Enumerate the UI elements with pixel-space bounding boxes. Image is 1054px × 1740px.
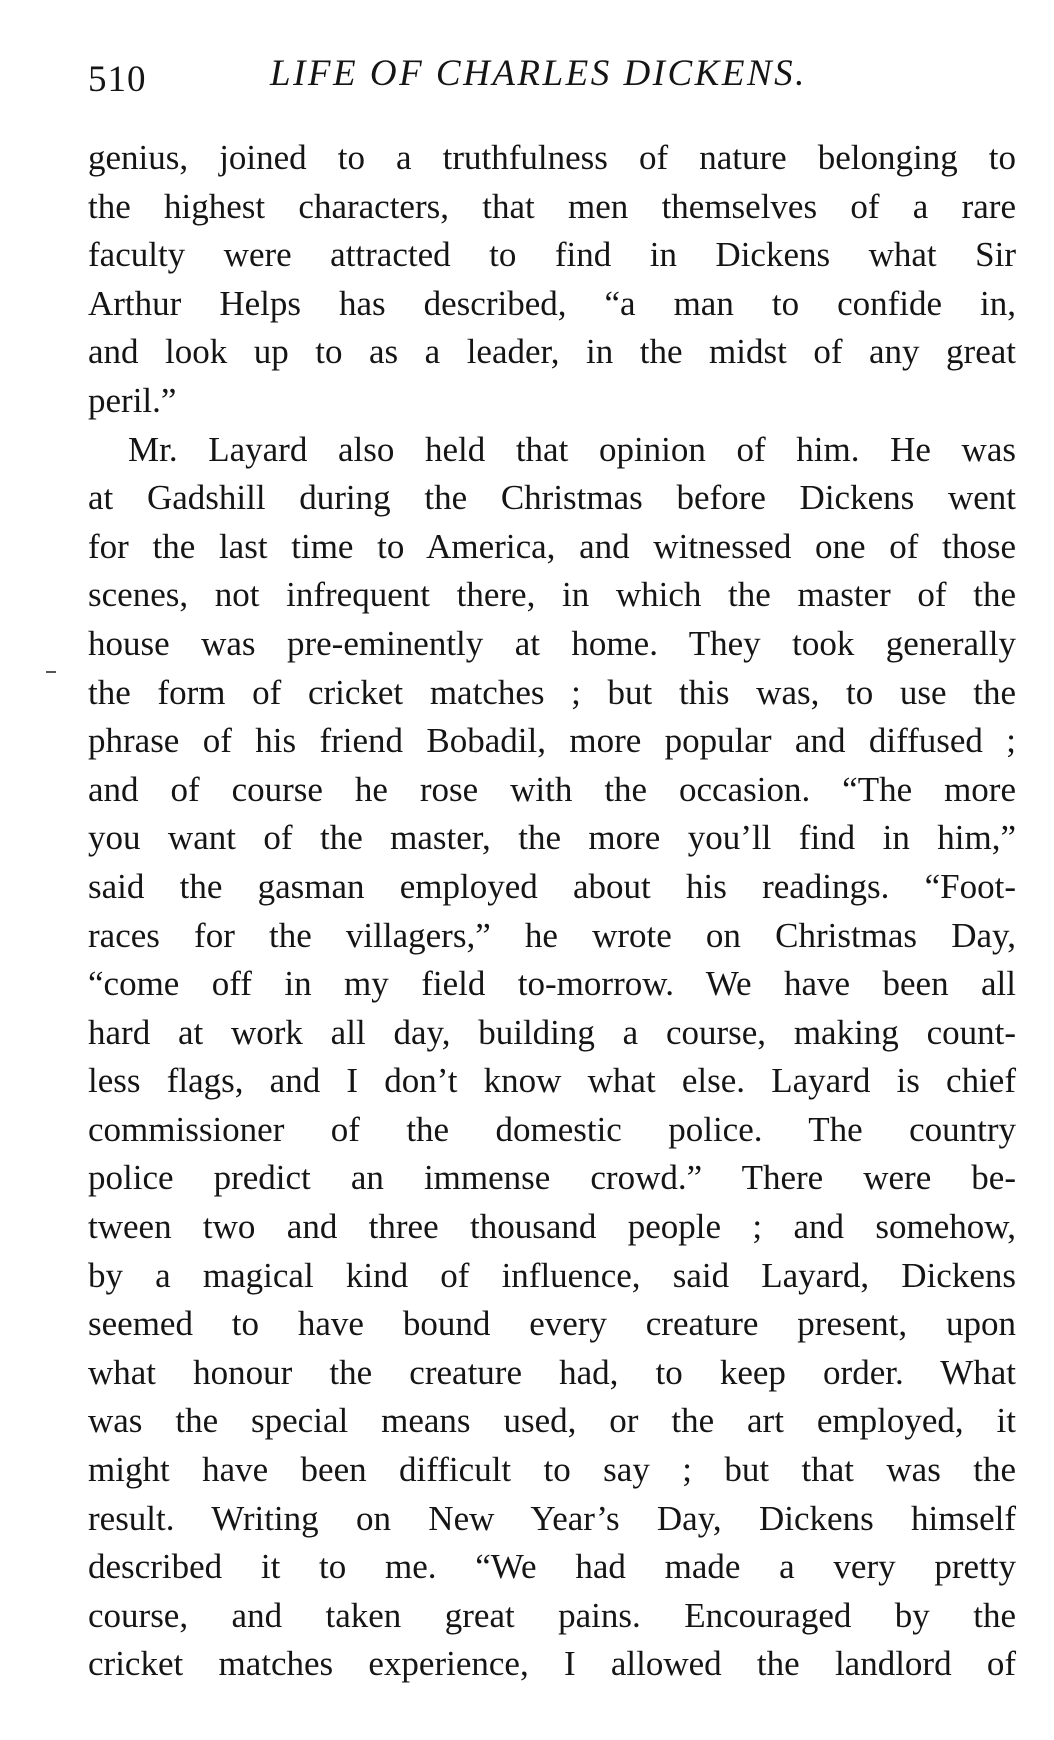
- text-line: hard at work all day, building a course, making count-: [88, 1012, 1016, 1052]
- text-line: result. Writing on New Year’s Day, Dickens himself: [88, 1498, 1016, 1538]
- text-line: faculty were attracted to find in Dickens what Sir: [88, 235, 1016, 275]
- text-line: cricket matches experience, I allowed the landlord of: [88, 1644, 1016, 1684]
- text-line: house was pre-eminently at home. They took generally: [88, 623, 1016, 663]
- text-line: “come off in my field to-morrow. We have been all: [88, 964, 1016, 1004]
- text-line: seemed to have bound every creature present, upon: [88, 1304, 1016, 1344]
- text-line: course, and taken great pains. Encouraged by the: [88, 1595, 1016, 1635]
- text-line: and look up to as a leader, in the midst of any great: [88, 332, 1016, 372]
- page-number: 510: [88, 59, 147, 100]
- text-line: you want of the master, the more you’ll find in him,”: [88, 818, 1016, 858]
- text-line: scenes, not infrequent there, in which the master of the: [88, 575, 1016, 615]
- text-line: and of course he rose with the occasion. “The more: [88, 769, 1016, 809]
- body-text: [88, 134, 1016, 1689]
- running-head: [88, 52, 1010, 102]
- text-line: at Gadshill during the Christmas before Dickens went: [88, 478, 1016, 518]
- text-line: Arthur Helps has described, “a man to confide in,: [88, 283, 1016, 323]
- text-line: described it to me. “We had made a very pretty: [88, 1547, 1016, 1587]
- paragraph-start-line: Mr. Layard also held that opinion of him. He was: [128, 429, 1016, 469]
- text-line: what honour the creature had, to keep order. What: [88, 1352, 1016, 1392]
- text-line: genius, joined to a truthfulness of nature belonging to: [88, 138, 1016, 177]
- margin-mark: [46, 671, 56, 673]
- running-title: LIFE OF CHARLES DICKENS.: [270, 53, 807, 94]
- text-line: less flags, and I don’t know what else. Layard is chief: [88, 1061, 1016, 1101]
- text-line: tween two and three thousand people ; and somehow,: [88, 1207, 1016, 1247]
- text-line: races for the villagers,” he wrote on Christmas Day,: [88, 915, 1016, 955]
- text-line: might have been difficult to say ; but that was the: [88, 1450, 1016, 1490]
- text-line: the highest characters, that men themselves of a rare: [88, 186, 1016, 226]
- text-line: for the last time to America, and witnessed one of those: [88, 526, 1016, 566]
- text-line: by a magical kind of influence, said Layard, Dickens: [88, 1255, 1016, 1295]
- text-line: said the gasman employed about his readings. “Foot-: [88, 866, 1016, 906]
- text-line: peril.”: [88, 380, 177, 420]
- text-line: police predict an immense crowd.” There were be-: [88, 1158, 1016, 1198]
- text-line: was the special means used, or the art employed, it: [88, 1401, 1016, 1441]
- text-line: the form of cricket matches ; but this was, to use the: [88, 672, 1016, 712]
- text-line: commissioner of the domestic police. The country: [88, 1109, 1016, 1149]
- text-line: phrase of his friend Bobadil, more popular and diffused ;: [88, 721, 1016, 761]
